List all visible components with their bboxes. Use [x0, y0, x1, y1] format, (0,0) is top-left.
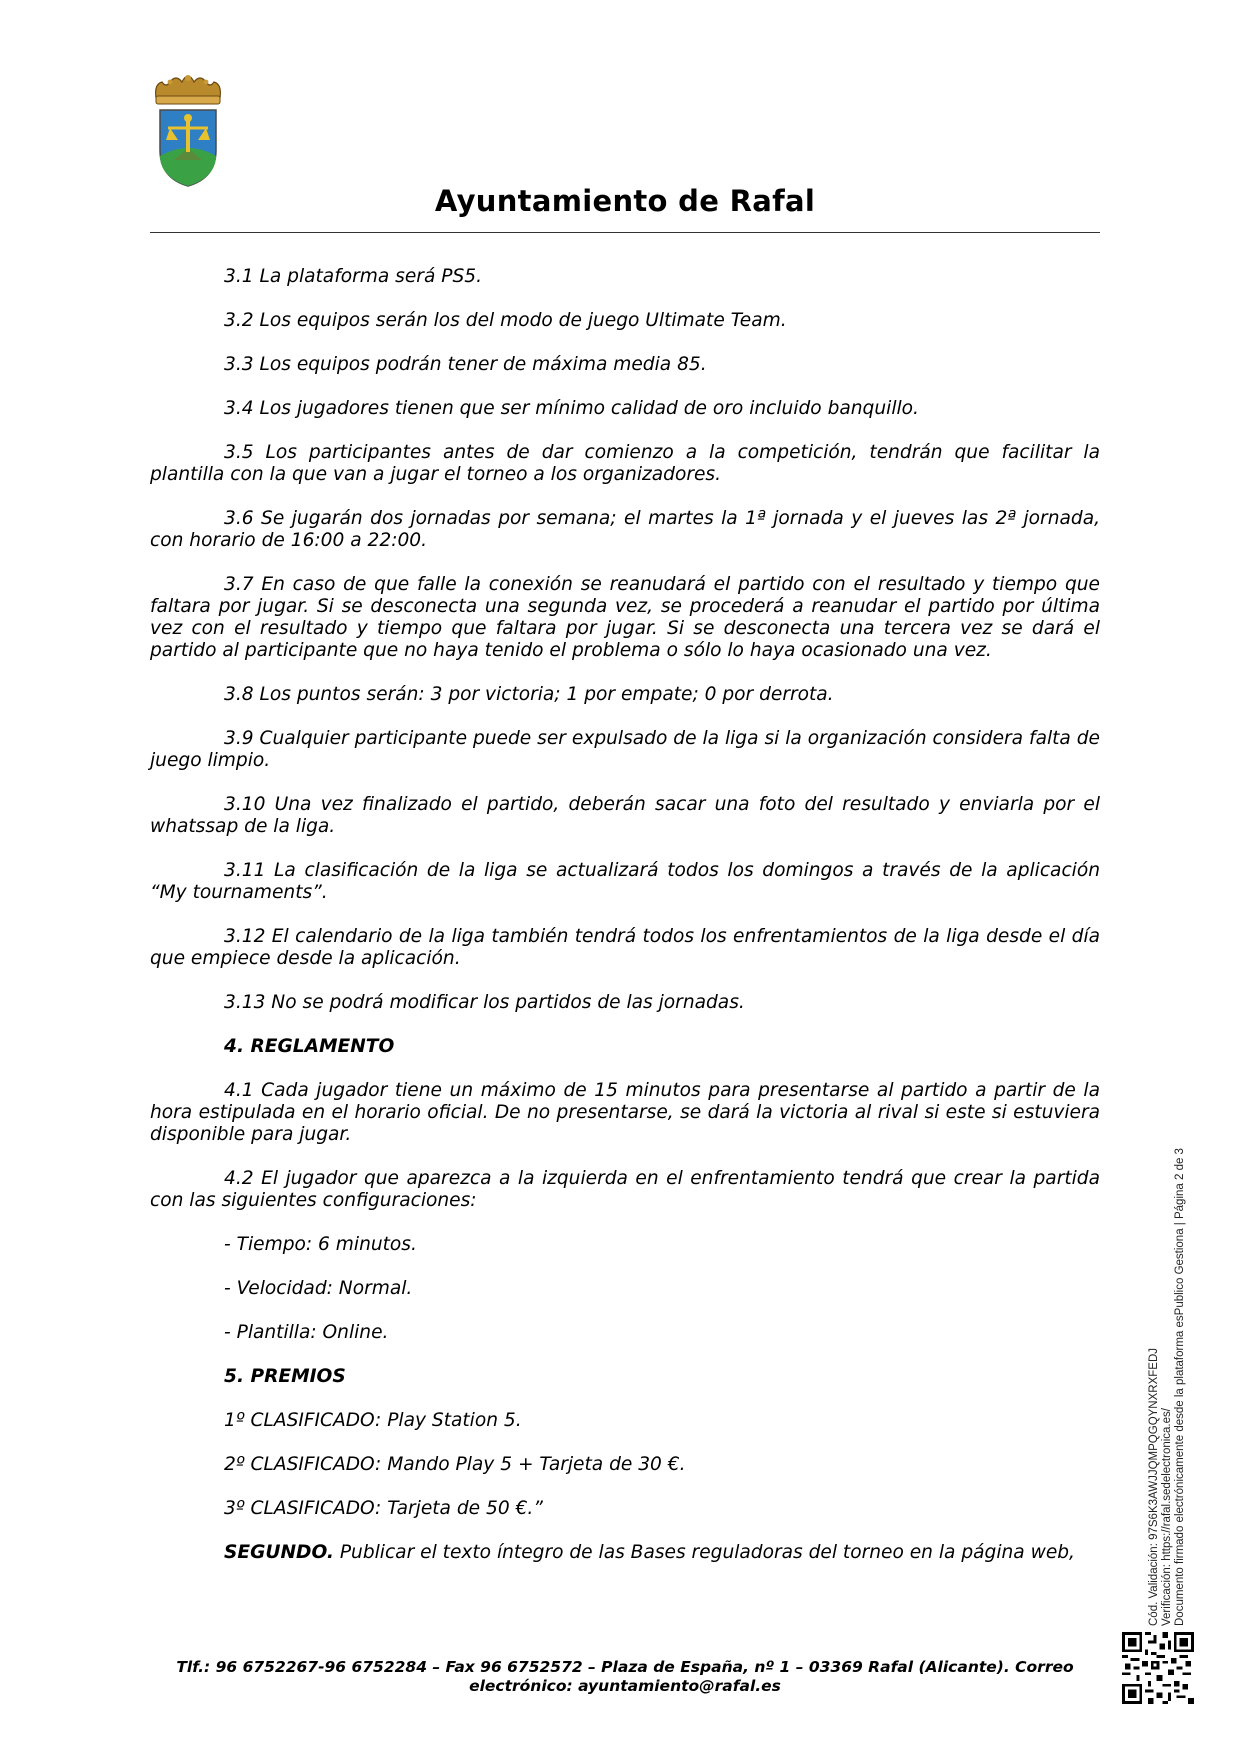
paragraph-3-5: 3.5 Los participantes antes de dar comienzo a la competición, tendrán que facilitar la plantilla con la que van a jugar el torneo a los organizadores.: [150, 442, 1100, 485]
paragraph-3-2: 3.2 Los equipos serán los del modo de juego Ultimate Team.: [224, 310, 787, 331]
footer-line-2: electrónico: ayuntamiento@rafal.es: [469, 1677, 781, 1695]
paragraph-3-1: 3.1 La plataforma será PS5.: [224, 266, 483, 287]
qr-code-icon: [1122, 1632, 1194, 1704]
paragraph-3-3: 3.3 Los equipos podrán tener de máxima media 85.: [224, 354, 707, 375]
prize-second: 2º CLASIFICADO: Mando Play 5 + Tarjeta de 30 €.: [224, 1454, 686, 1475]
signature-note: Documento firmado electrónicamente desde la plataforma esPublico Gestiona | Página 2 de 3: [1174, 1148, 1186, 1626]
document-body: [150, 266, 1100, 1586]
verification-url[interactable]: Verificación: https://rafal.sedelectronica.es/: [1161, 1408, 1173, 1626]
paragraph-3-8: 3.8 Los puntos serán: 3 por victoria; 1 por empate; 0 por derrota.: [224, 684, 834, 705]
paragraph-3-9: 3.9 Cualquier participante puede ser expulsado de la liga si la organización considera falta de juego limpio.: [150, 728, 1100, 771]
config-item-plantilla: - Plantilla: Online.: [224, 1322, 389, 1343]
section-heading-reglamento: 4. REGLAMENTO: [224, 1036, 395, 1057]
paragraph-3-10: 3.10 Una vez finalizado el partido, deberán sacar una foto del resultado y enviarla por el whatssap de la liga.: [150, 794, 1100, 837]
paragraph-segundo: [150, 1542, 1100, 1564]
config-item-tiempo: - Tiempo: 6 minutos.: [224, 1234, 417, 1255]
header-divider: [150, 232, 1100, 233]
paragraph-4-1: 4.1 Cada jugador tiene un máximo de 15 minutos para presentarse al partido a partir de la hora estipulada en el horario oficial. De no presentarse, se dará la victoria al rival si este si estuviera disponible para jugar.: [150, 1080, 1100, 1145]
section-heading-premios: 5. PREMIOS: [224, 1366, 346, 1387]
config-item-velocidad: - Velocidad: Normal.: [224, 1278, 413, 1299]
coat-of-arms-icon: [148, 70, 228, 188]
prize-third: 3º CLASIFICADO: Tarjeta de 50 €.”: [224, 1498, 543, 1519]
page-title: Ayuntamiento de Rafal: [434, 184, 816, 218]
segundo-label: SEGUNDO.: [224, 1542, 334, 1563]
paragraph-3-13: 3.13 No se podrá modificar los partidos de las jornadas.: [224, 992, 745, 1013]
paragraph-3-7: 3.7 En caso de que falle la conexión se reanudará el partido con el resultado y tiempo que faltara por jugar. Si se desconecta una segunda vez, se procederá a reanudar el partido por última vez con el resultado y tiempo que faltara por jugar. Si se desconecta una tercera vez se dará el partido al participante que no haya tenido el problema o sólo lo haya ocasionado una vez.: [150, 574, 1100, 661]
validation-stamp: [1148, 1106, 1210, 1626]
paragraph-3-12: 3.12 El calendario de la liga también tendrá todos los enfrentamientos de la liga desde el día que empiece desde la aplicación.: [150, 926, 1100, 969]
segundo-text: Publicar el texto íntegro de las Bases reguladoras del torneo en la página web,: [333, 1542, 1075, 1563]
validation-code: Cód. Validación: 97S6K3AWJJQMPQGQYNXRXFEDJ: [1148, 1347, 1160, 1626]
paragraph-3-6: 3.6 Se jugarán dos jornadas por semana; el martes la 1ª jornada y el jueves las 2ª jornada, con horario de 16:00 a 22:00.: [150, 508, 1100, 551]
paragraph-3-11: 3.11 La clasificación de la liga se actualizará todos los domingos a través de la aplicación “My tournaments”.: [150, 860, 1100, 903]
footer-line-1: Tlf.: 96 6752267-96 6752284 – Fax 96 6752572 – Plaza de España, nº 1 – 03369 Rafal (Alicante). Correo: [176, 1658, 1074, 1676]
paragraph-3-4: 3.4 Los jugadores tienen que ser mínimo calidad de oro incluido banquillo.: [224, 398, 919, 419]
page-footer: [150, 1658, 1100, 1696]
prize-first: 1º CLASIFICADO: Play Station 5.: [224, 1410, 522, 1431]
paragraph-4-2: 4.2 El jugador que aparezca a la izquierda en el enfrentamiento tendrá que crear la partida con las siguientes configuraciones:: [150, 1168, 1100, 1211]
